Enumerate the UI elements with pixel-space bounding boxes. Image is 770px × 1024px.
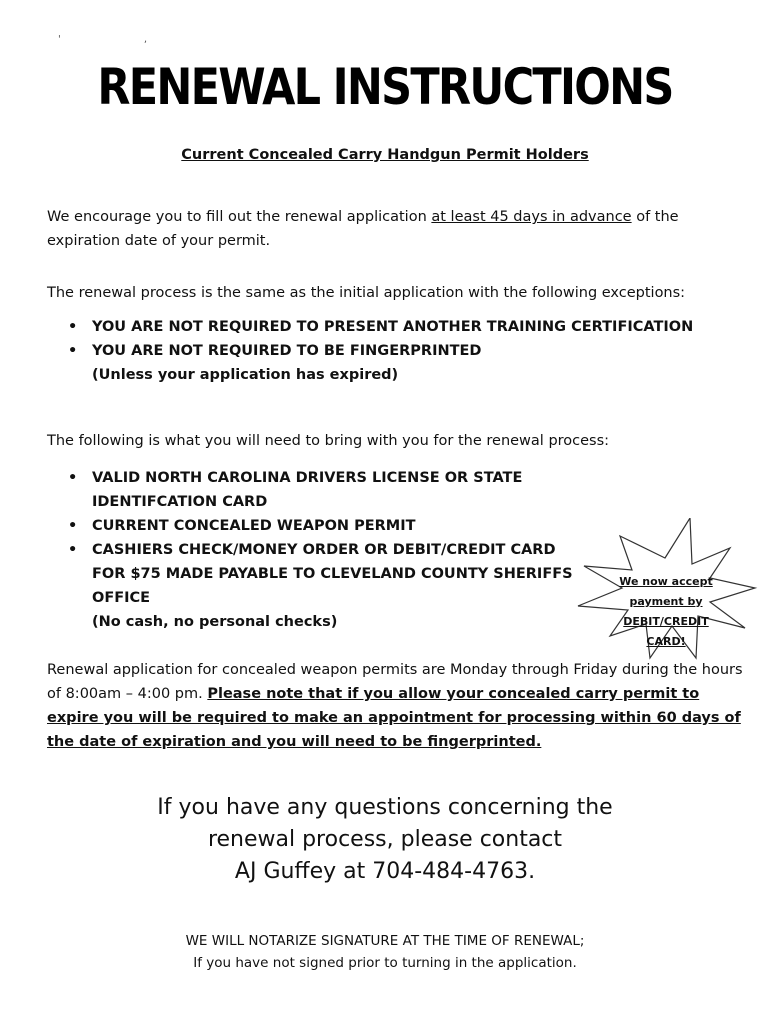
notary-block [0,930,770,974]
starburst-line: CARD! [646,635,686,648]
scan-specks: ' , [58,34,188,45]
starburst-text [610,572,722,652]
exception-note: (Unless your application has expired) [92,367,399,383]
expiration-warning: Please note that if you allow your concealed carry permit to expire you will be required to make an appointment for processing within 60 days of the date of expiration and you will need to be fingerprinted. [47,686,741,750]
exceptions-intro: The renewal process is the same as the initial application with the following exceptions: [47,285,686,301]
notary-line: If you have not signed prior to turning in the application. [193,955,577,971]
intro-text-after: of the expiration date of your permit. [47,209,679,249]
bring-item-text: VALID NORTH CAROLINA DRIVERS LICENSE OR STATE IDENTIFCATION CARD [92,470,523,510]
starburst-line: We now accept [619,575,713,588]
bullet-icon: • [68,542,78,558]
bring-item-text: CURRENT CONCEALED WEAPON PERMIT [92,518,416,534]
payment-starburst [570,518,760,668]
list-item [60,315,740,339]
intro-text-before: We encourage you to fill out the renewal application [47,209,432,225]
list-item [60,538,580,634]
list-item [60,514,580,538]
exception-text: YOU ARE NOT REQUIRED TO PRESENT ANOTHER TRAINING CERTIFICATION [92,319,694,335]
intro-emphasis: at least 45 days in advance [431,209,632,225]
notary-line: WE WILL NOTARIZE SIGNATURE AT THE TIME OF RENEWAL; [185,933,585,949]
bullet-icon: • [68,470,78,486]
starburst-line: DEBIT/CREDIT [623,615,709,628]
bring-note: (No cash, no personal checks) [92,614,338,630]
starburst-line: payment by [629,595,703,608]
list-item [60,339,740,387]
exceptions-list [60,315,740,387]
exception-text: YOU ARE NOT REQUIRED TO BE FINGERPRINTED [92,343,482,359]
bullet-icon: • [68,319,78,335]
bring-item-text: CASHIERS CHECK/MONEY ORDER OR DEBIT/CREDIT CARD FOR $75 MADE PAYABLE TO CLEVELAND COUNTY SHERIFFS OFFICE [92,542,573,606]
hours-text: Renewal application for concealed weapon permits are Monday through Friday during the hours of 8:00am – 4:00 pm. [47,662,743,702]
list-item [60,466,580,514]
bring-list [60,466,580,634]
contact-line: If you have any questions concerning the [157,795,613,820]
intro-paragraph [47,205,737,253]
bring-intro: The following is what you will need to bring with you for the renewal process: [47,433,610,449]
hours-paragraph [47,658,747,754]
contact-line: AJ Guffey at 704-484-4763. [234,859,536,884]
contact-line: renewal process, please contact [207,827,563,852]
bullet-icon: • [68,343,78,359]
page-title: RENEWAL INSTRUCTIONS [97,58,673,116]
bullet-icon: • [68,518,78,534]
subtitle: Current Concealed Carry Handgun Permit Holders [181,147,589,163]
contact-block [0,792,770,888]
